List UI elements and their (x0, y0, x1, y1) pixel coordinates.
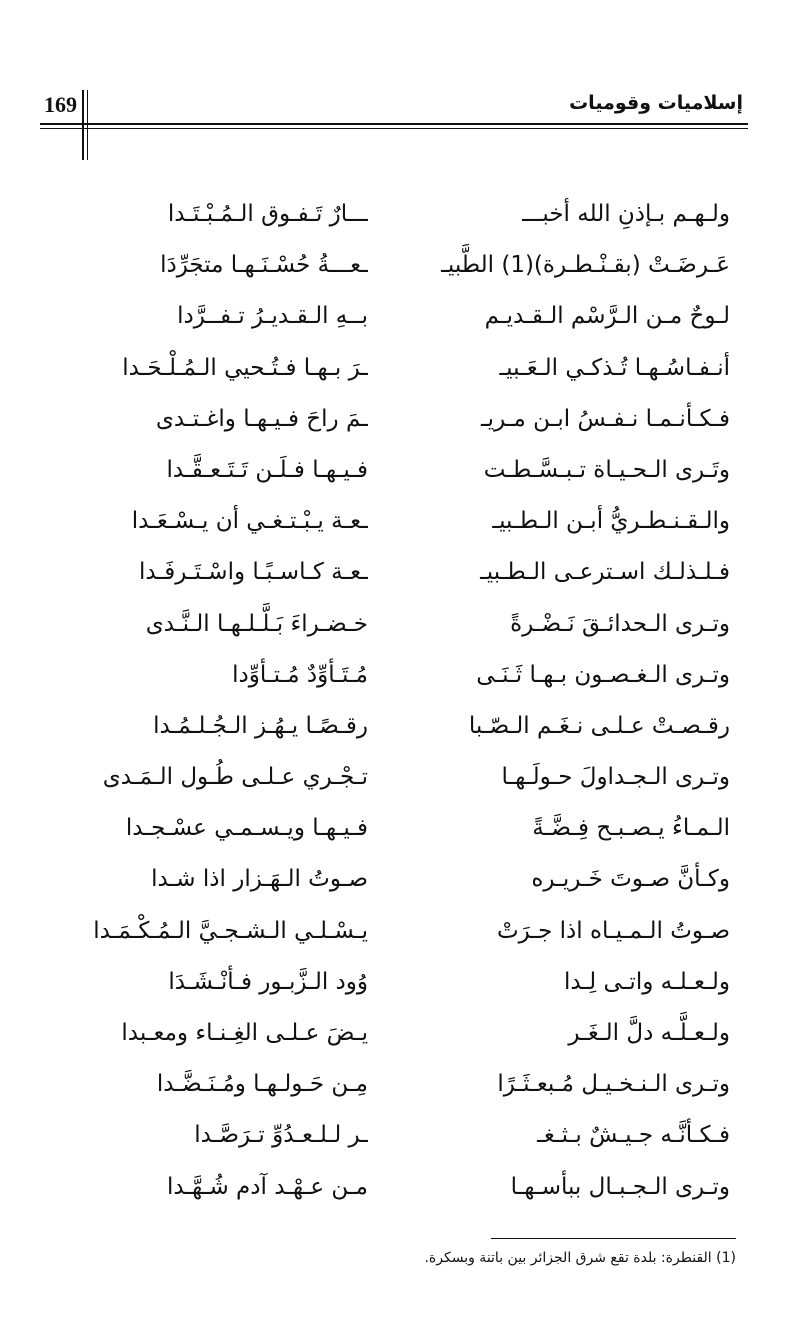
verse-row (40, 602, 750, 653)
page-number: 169 (44, 92, 77, 117)
verse-first-hemistich: فـلـذلـك اسـترعـى الـطـبيـ (480, 559, 730, 586)
header-rule (40, 123, 748, 125)
verse-first-hemistich: صـوتُ الـمـيـاه اذا جـرَتْ (497, 917, 730, 944)
verse-second-hemistich: بــهِ الـقـديـرُ تـفــرَّدا (177, 303, 368, 330)
verse-row (40, 1062, 750, 1113)
running-title: إسلاميات وقوميات (569, 92, 743, 114)
verse-second-hemistich: رقـصًـا يـهُـز الـجُـلـمُـدا (153, 712, 368, 739)
verse-second-hemistich: ـــارٌ تَـفـوق الـمُـبْـتَـدا (167, 201, 368, 227)
vertical-rule (82, 90, 84, 160)
verse-second-hemistich: مِـن حَـولـهـا ومُـنَـضَّـدا (156, 1071, 368, 1098)
footnote: (1) القنطرة: بلدة تقع شرق الجزائر بين باتنة وبسكرة. (424, 1250, 736, 1266)
verse-row (40, 857, 750, 908)
verse-first-hemistich: وتـرى الـنـخـيـل مُـبعـثَـرًا (497, 1071, 730, 1098)
verse-row (40, 1113, 750, 1164)
verse-row (40, 1165, 750, 1216)
verse-second-hemistich: ـر لـلـعـدُوِّ تـرَصَّـدا (194, 1122, 368, 1149)
verse-row (40, 346, 750, 397)
verse-row (40, 243, 750, 294)
verse-second-hemistich: ـعـة يـبْـتـغـي أن يـسْـعَـدا (131, 508, 368, 535)
header-rule-thin (40, 128, 748, 129)
verse-first-hemistich: ولـعـلـه واتـى لِـدا (563, 968, 730, 995)
verse-second-hemistich: ـرَ بـهـا فـتُـحيي الـمُـلْـحَـدا (122, 354, 368, 381)
verse-first-hemistich: فـكـأنَّـه جـيـشٌ بـثـغـ (537, 1122, 730, 1149)
verse-first-hemistich: الـمـاءُ يـصـبـح فِـضَّـةً (532, 815, 730, 842)
verse-first-hemistich: ولـعـلَّـه دلَّ الـغَـر (568, 1020, 730, 1046)
verse-second-hemistich: تـجْـري عـلـى طُـول الـمَـدى (102, 764, 368, 791)
verse-row (40, 397, 750, 448)
verse-row (40, 755, 750, 806)
verse-second-hemistich: خـضـراءَ بَـلَّـلـهـا الـنَّـدى (145, 610, 368, 637)
verse-second-hemistich: يـسْـلـي الـشـجـيَّ الـمُـكْـمَـدا (93, 917, 368, 944)
verse-row (40, 960, 750, 1011)
page-header (0, 0, 788, 170)
verse-second-hemistich: وُود الـزَّبـور فـأنْـشَـدَا (168, 968, 368, 995)
verse-row (40, 806, 750, 857)
verse-first-hemistich: والـقـنـطـريُّ أبـن الـطـبيـ (492, 508, 730, 535)
verse-second-hemistich: ـمَ راحَ فـيـهـا واغـتـدى (155, 405, 368, 432)
verse-second-hemistich: فـيـهـا فـلَـن تَـتَـعـقَّـدا (166, 456, 368, 483)
verse-first-hemistich: ولـهـم بـإذنِ الله أخبـــ (522, 201, 730, 227)
verse-first-hemistich: رقـصـتْ عـلـى نـغَـم الـصّـبا (468, 712, 730, 739)
verse-second-hemistich: مـن عـهْـد آدم شُـهَّـدا (166, 1173, 368, 1200)
verse-row (40, 448, 750, 499)
verse-first-hemistich: وتَـرى الـحـيـاة تـبـسَّـطـت (483, 456, 730, 483)
verse-first-hemistich: لـوحٌ مـن الـرَّسْم الـقـديـم (484, 303, 730, 330)
verse-second-hemistich: يـضَ عـلـى الغِـنـاء ومعـبدا (121, 1020, 368, 1046)
verse-second-hemistich: ـعـــةُ حُسْـنَـهـا متجَرِّدَا (160, 252, 368, 279)
footnote-rule (491, 1238, 736, 1239)
verse-row (40, 653, 750, 704)
verse-row (40, 550, 750, 601)
verse-row (40, 294, 750, 345)
verse-first-hemistich: وتـرى الـجـداولَ حـولَـهـا (501, 764, 730, 791)
verse-row (40, 1011, 750, 1062)
verse-row (40, 909, 750, 960)
verse-first-hemistich: وتـرى الـجـبـال ببأسـهـا (510, 1173, 730, 1200)
verse-second-hemistich: فـيـهـا ويـسـمـي عسْـجـدا (125, 815, 368, 842)
verse-first-hemistich: فـكـأنـمـا نـفـسُ ابـن مـريـ (480, 405, 730, 432)
verse-second-hemistich: ـعـة كـاسـبًـا واسْـتَـرفَـدا (139, 559, 368, 586)
vertical-rule-thin (87, 90, 88, 160)
verse-row (40, 704, 750, 755)
poem-body (40, 192, 750, 1216)
verse-first-hemistich: وكـأنَّ صـوتَ خَـريـره (531, 866, 730, 893)
verse-first-hemistich: وتـرى الـغـصـون بـهـا ثَـنَـى (476, 661, 730, 688)
verse-second-hemistich: مُـتَـأوِّدٌ مُـتـأوِّدا (232, 661, 368, 688)
verse-second-hemistich: صـوتُ الـهَـزار اذا شـدا (151, 866, 368, 893)
verse-first-hemistich: عَـرضَـتْ (بقـنْـطـرة)(1) الطَّبيـ (441, 252, 730, 279)
verse-row (40, 499, 750, 550)
verse-first-hemistich: أنـفـاسُـهـا تُـذكـي الـعَـبيـ (499, 354, 730, 381)
verse-first-hemistich: وتـرى الـحدائـقَ نَـضْـرةً (510, 610, 730, 637)
verse-row (40, 192, 750, 243)
